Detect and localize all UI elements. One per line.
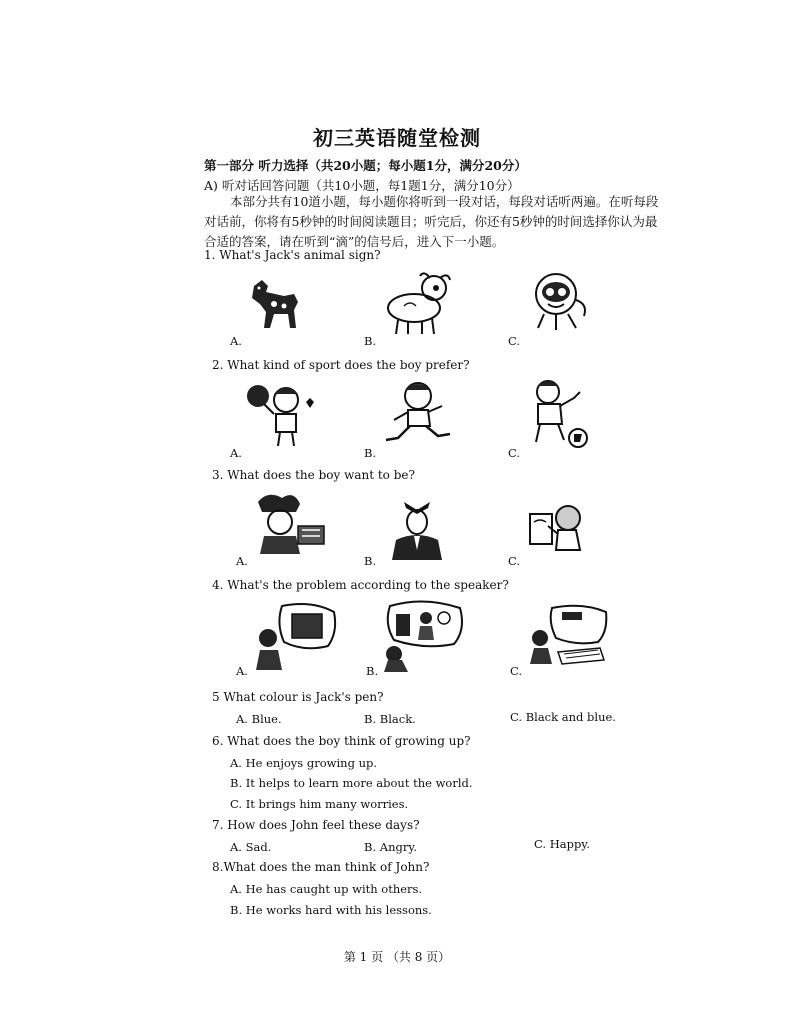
q1-option-c: C. — [508, 334, 521, 348]
instructions-paragraph: 本部分共有10道小题，每小题你将听到一段对话，每段对话听两遍。在听每段对话前，你将有5秒钟的时间阅读题目；听完后，你还有5秒钟的时间选择你认为最合适的答案，请在听到“滴”的信号后，进入下一小题。 — [204, 194, 659, 249]
question-6: 6. What does the boy think of growing up? — [212, 734, 471, 748]
computer-game-picture-icon — [528, 604, 608, 666]
dog-picture-icon — [244, 276, 308, 334]
q8-option-a: A. He has caught up with others. — [230, 882, 423, 896]
monkey-picture-icon — [522, 270, 592, 336]
artist-picture-icon — [524, 500, 586, 554]
talking-people-picture-icon — [380, 600, 466, 672]
q5-option-c: C. Black and blue. — [510, 710, 616, 724]
q6-option-b: B. It helps to learn more about the world. — [230, 776, 473, 790]
q6-option-a: A. He enjoys growing up. — [230, 756, 378, 770]
q3-option-a: A. — [236, 554, 248, 568]
q1-option-a: A. — [230, 334, 242, 348]
sheep-picture-icon — [376, 268, 456, 338]
question-4: 4. What's the problem according to the speaker? — [212, 578, 509, 592]
question-7: 7. How does John feel these days? — [212, 818, 420, 832]
q7-option-c: C. Happy. — [534, 837, 590, 851]
football-boy-picture-icon — [518, 378, 596, 450]
q2-option-a: A. — [230, 446, 242, 460]
question-3: 3. What does the boy want to be? — [212, 468, 415, 482]
q3-option-c: C. — [508, 554, 521, 568]
question-5: 5 What colour is Jack's pen? — [212, 690, 384, 704]
question-1: 1. What's Jack's animal sign? — [204, 248, 381, 262]
q2-option-c: C. — [508, 446, 521, 460]
q4-option-a: A. — [236, 664, 248, 678]
q5-option-b: B. Black. — [364, 712, 416, 726]
page-title: 初三英语随堂检测 — [313, 126, 481, 150]
q2-option-b: B. — [364, 446, 377, 460]
q1-option-b: B. — [364, 334, 377, 348]
page-footer: 第 1 页 （共 8 页） — [343, 950, 451, 964]
q4-option-b: B. — [366, 664, 379, 678]
q7-option-b: B. Angry. — [364, 840, 417, 854]
tv-watching-picture-icon — [254, 602, 340, 672]
question-2: 2. What kind of sport does the boy prefer? — [212, 358, 470, 372]
q7-option-a: A. Sad. — [230, 840, 272, 854]
part1-heading: 第一部分 听力选择（共20小题；每小题1分，满分20分） — [204, 158, 527, 173]
running-boy-picture-icon — [378, 380, 454, 450]
q5-option-a: A. Blue. — [236, 712, 282, 726]
cook-picture-icon — [248, 490, 328, 556]
q3-option-b: B. — [364, 554, 377, 568]
q4-option-c: C. — [510, 664, 523, 678]
section-a-heading: A) 听对话回答问题（共10小题，每1题1分，满分10分） — [204, 178, 520, 193]
question-8: 8.What does the man think of John? — [212, 860, 430, 874]
tennis-boy-picture-icon — [244, 380, 320, 448]
q6-option-c: C. It brings him many worries. — [230, 797, 409, 811]
businessman-picture-icon — [384, 494, 450, 562]
q8-option-b: B. He works hard with his lessons. — [230, 903, 432, 917]
